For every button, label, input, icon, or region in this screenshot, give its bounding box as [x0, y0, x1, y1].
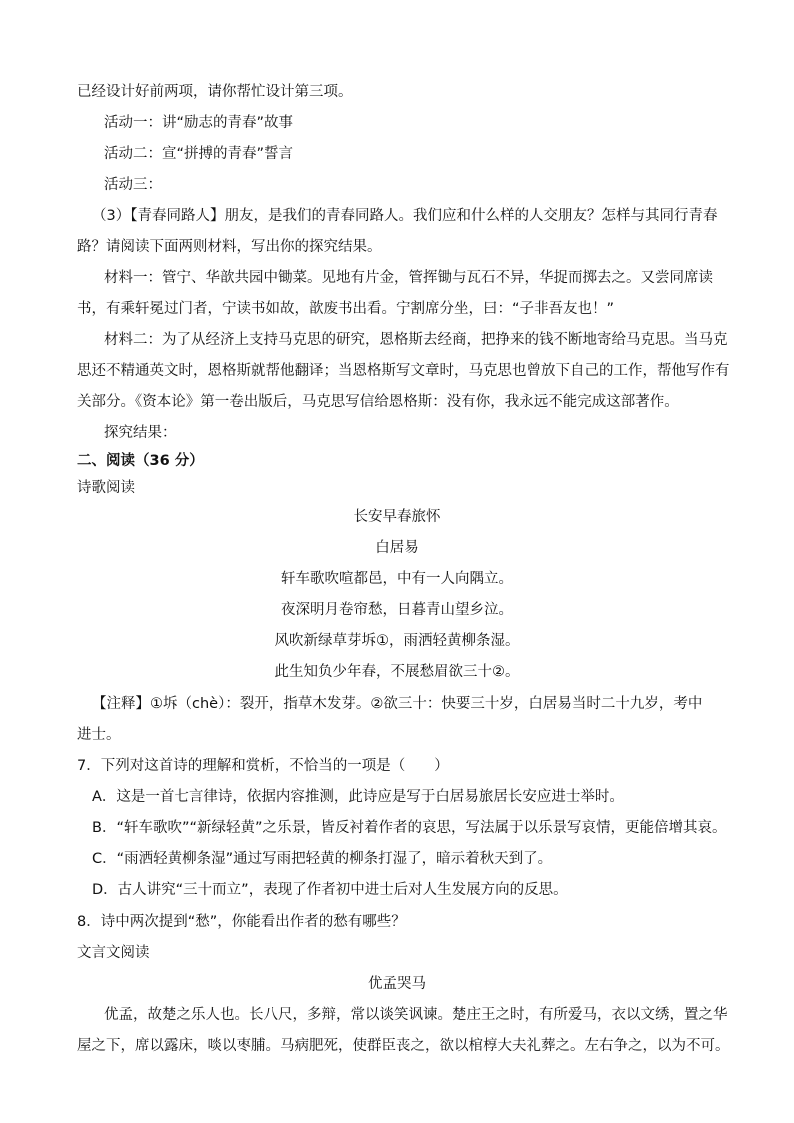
- question-3-line-2: 路？请阅读下面两则材料，写出你的探究结果。: [77, 239, 382, 255]
- section-2-heading: 二、阅读（36 分）: [77, 453, 204, 469]
- question-7-option-d: D．古人讲究“三十而立”，表现了作者初中进士后对人生发展方向的反思。: [92, 882, 568, 898]
- poem-author: 白居易: [375, 540, 419, 556]
- poem-line-2: 夜深明月卷帘愁，日暮青山望乡泣。: [281, 602, 513, 618]
- activity-1: 活动一：讲“励志的青春”故事: [104, 115, 294, 131]
- material-2-line-1: 材料二：为了从经济上支持马克思的研究，恩格斯去经商，把挣来的钱不断地寄给马克思。当马克: [104, 332, 728, 348]
- material-1-line-2: 书，有乘轩冕过门者，宁读书如故，歆废书出看。宁割席分坐，曰：“子非吾友也！”: [77, 301, 615, 317]
- material-2-line-2: 思还不精通英文时，恩格斯就帮他翻译；当恩格斯写文章时，马克思也曾放下自己的工作，帮他写作有: [77, 363, 730, 379]
- activity-3: 活动三：: [104, 177, 162, 193]
- classical-label: 文言文阅读: [77, 945, 150, 961]
- classical-line-2: 屋之下，席以露床，啖以枣脯。马病肥死，使群臣丧之，欲以棺椁大夫礼葬之。左右争之，以为不可。: [77, 1038, 730, 1054]
- question-7-stem: 7．下列对这首诗的理解和赏析，不恰当的一项是（ ）: [77, 758, 449, 774]
- question-7-option-b: B．“轩车歌吹”“新绿轻黄”之乐景，皆反衬着作者的哀思，写法属于以乐景写哀情，更能倍增其哀。: [92, 820, 727, 836]
- question-7-option-a: A．这是一首七言律诗，依据内容推测，此诗应是写于白居易旅居长安应进士举时。: [92, 789, 624, 805]
- poem-line-1: 轩车歌吹喧都邑，中有一人向隅立。: [281, 571, 513, 587]
- intro-text: 已经设计好前两项，请你帮忙设计第三项。: [77, 84, 353, 100]
- question-8: 8．诗中两次提到“愁”，你能看出作者的愁有哪些？: [77, 914, 406, 930]
- material-2-line-3: 关部分。《资本论》第一卷出版后，马克思写信给恩格斯：没有你，我永远不能完成这部著作。: [77, 394, 679, 410]
- material-1-line-1: 材料一：管宁、华歆共园中锄菜。见地有片金，管挥锄与瓦石不异，华捉而掷去之。又尝同席读: [104, 270, 713, 286]
- classical-title: 优孟哭马: [368, 976, 426, 992]
- note-line-2: 进士。: [77, 727, 121, 743]
- poem-line-3: 风吹新绿草芽坼①，雨洒轻黄柳条湿。: [274, 633, 520, 649]
- poem-title: 长安早春旅怀: [353, 509, 441, 525]
- question-7-option-c: C．“雨洒轻黄柳条湿”通过写雨把轻黄的柳条打湿了，暗示着秋天到了。: [92, 851, 553, 867]
- poetry-label: 诗歌阅读: [77, 480, 135, 496]
- note-line-1: 【注释】①坼（chè）：裂开，指草木发芽。②欲三十：快要三十岁，白居易当时二十九岁，考中: [92, 696, 703, 712]
- activity-2: 活动二：宣“拼搏的青春”誓言: [104, 146, 294, 162]
- classical-line-1: 优孟，故楚之乐人也。长八尺，多辩，常以谈笑讽谏。楚庄王之时，有所爱马，衣以文绣，置之华: [104, 1007, 728, 1023]
- result-label: 探究结果：: [104, 425, 177, 441]
- poem-line-4: 此生知负少年春，不展愁眉欲三十②。: [274, 664, 520, 680]
- question-3-line-1: （3）【青春同路人】朋友，是我们的青春同路人。我们应和什么样的人交朋友？怎样与其同行青春: [92, 208, 718, 224]
